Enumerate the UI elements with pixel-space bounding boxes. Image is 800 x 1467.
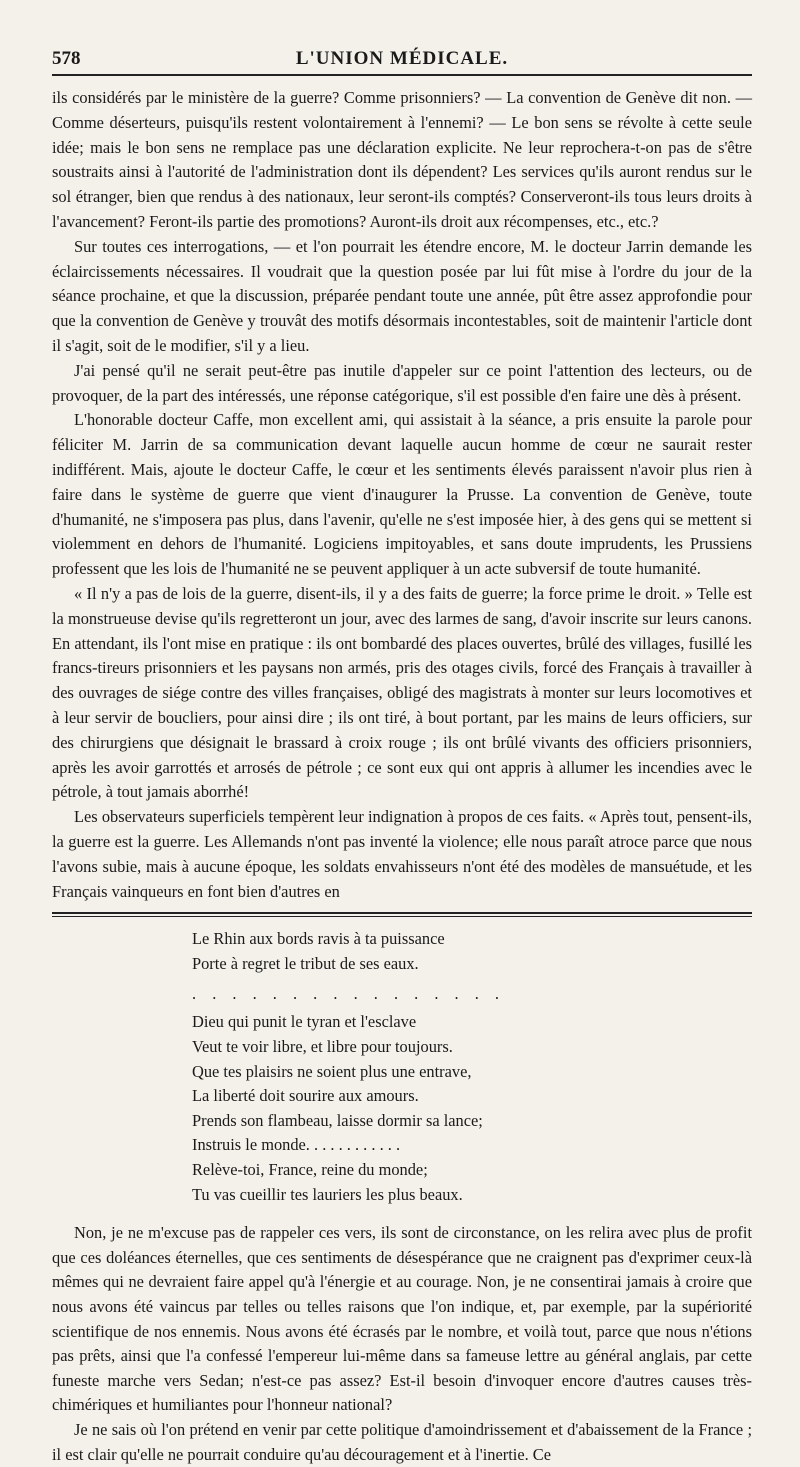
poem-line: Le Rhin aux bords ravis à ta puissance [192, 929, 445, 949]
article-paragraph: J'ai pensé qu'il ne serait peut-être pas inutile d'appeler sur ce point l'attention des lecteurs, ou de provoquer, de la part des intéressés, une réponse catégorique, s'il est possible d'en faire une dès à présent. [52, 360, 752, 405]
journal-title: L'UNION MÉDICALE. [295, 48, 509, 69]
poem-line: Veut te voir libre, et libre pour toujours. [192, 1037, 453, 1057]
article-paragraph: « Il n'y a pas de lois de la guerre, disent-ils, il y a des faits de guerre; la force prime le droit. » Telle est la monstrueuse devise qu'ils regretteront un jour, avec des larmes de sang, d'avoir inscrite sur leurs canons. En attendant, ils l'ont mise en pratique : ils ont bombardé des places ouvertes, brûlé des villages, fusillé les francs-tireurs prisonniers et les paysans non armés, pris des otages civils, forcé des Français à travailler à des ouvrages de siége contre des villes françaises, obligé des magistrats à monter sur leurs locomotives et à leur servir de boucliers, pour ainsi dire ; ils ont tiré, à bout portant, par les mains de leurs officiers, sur des chirurgiens que désignait le brassard à croix rouge ; ils ont brûlé vivants des officiers prisonniers, après les avoir garrottés et arrosés de pétrole ; ce sont eux qui ont appris à allumer les incendies avec le pétrole, à tout jamais aborrhé! [52, 583, 752, 802]
article-body [52, 86, 752, 904]
article-paragraph: L'honorable docteur Caffe, mon excellent ami, qui assistait à la séance, a pris ensuite la parole pour féliciter M. Jarrin de sa communication devant laquelle aucun homme de cœur ne saurait rester indifférent. Mais, ajoute le docteur Caffe, le cœur et les sentiments élevés paraissent n'avoir plus rien à faire dans le système de guerre que vient d'inaugurer la Prusse. La convention de Genève, toute d'humanité, ne s'imposera pas plus, dans l'avenir, qu'elle ne s'est imposée hier, à des gens qui se mettent si violemment en dehors de l'humanité. Logiciens impitoyables, et sans doute imprudents, les Prussiens professent que les lois de l'humanité ne se peuvent appliquer à un acte subversif de toute humanité. [52, 410, 752, 579]
page [52, 44, 752, 1467]
article-paragraph: ils considérés par le ministère de la guerre? Comme prisonniers? — La convention de Genève dit non. — Comme déserteurs, puisqu'ils restent volontairement à l'ennemi? — Le bon sens se révolte à cette seule idée; mais le bon sens ne remplace pas une déclaration explicite. Ne leur reprochera-t-on pas de s'être soustraits ainsi à l'autorité de l'administration dont ils dépendent? Les services qu'ils auront rendus sur le sol étranger, bien que rendus à des nationaux, leur seront-ils comptés? Conserveront-ils tous leurs droits à l'avancement? Feront-ils partie des promotions? Auront-ils droit aux récompenses, etc., etc.? [52, 88, 752, 231]
feuilleton-separator [52, 912, 752, 917]
poem-line: Porte à regret le tribut de ses eaux. [192, 953, 419, 973]
feuilleton-paragraph: Je ne sais où l'on prétend en venir par cette politique d'amoindrissement et d'abaissement de la France ; il est clair qu'elle ne pourrait conduire qu'au découragement et à l'inertie. Ce [52, 1419, 752, 1464]
feuilleton-paragraph: Non, je ne m'excuse pas de rappeler ces vers, ils sont de circonstance, on les relira avec plus de profit que ces doléances éternelles, que ces sentiments de désespérance que ne craignent pas d'exprimer ceux-là mêmes qui ne devraient faire appel qu'à l'énergie et au courage. Non, je ne consentirai jamais à croire que nous avons été vaincus par telles ou telles raisons que l'on indique, et, par exemple, par la supériorité scientifique de nos ennemis. Nous avons été écrasés par le nombre, et voilà tout, parce que nous n'étions pas prêts, ainsi que l'a confessé l'empereur lui-même dans sa fameuse lettre au général anglais, par cette funeste marche vers Sedan; n'est-ce pas assez? Est-il besoin d'invoquer encore d'autres causes très-chimériques et humiliantes pour l'honneur national? [52, 1223, 752, 1415]
poem-line: Dieu qui punit le tyran et l'esclave [192, 1012, 417, 1032]
page-header [52, 44, 752, 76]
poem-line: Que tes plaisirs ne soient plus une entrave, [192, 1061, 472, 1081]
article-paragraph: Sur toutes ces interrogations, — et l'on pourrait les étendre encore, M. le docteur Jarrin demande les éclaircissements nécessaires. Il voudrait que la question posée par lui fût mise à l'ordre du jour de la séance prochaine, et que la discussion, préparée pendant toute une année, pût être assez approfondie pour que la convention de Genève y trouvât des motifs désormais incontestables, soit de maintenir l'article dont il s'agit, soit de le modifier, s'il y a lieu. [52, 236, 752, 355]
feuilleton [52, 927, 752, 1467]
poem [192, 927, 752, 1207]
poem-ellipsis: . . . . . . . . . . . . . . . . [192, 984, 506, 1004]
poem-line: Instruis le monde. . . . . . . . . . . . [192, 1135, 401, 1155]
poem-line: Tu vas cueillir tes lauriers les plus beaux. [192, 1184, 463, 1204]
poem-line: Prends son flambeau, laisse dormir sa lance; [192, 1110, 483, 1130]
article-paragraph: Les observateurs superficiels tempèrent leur indignation à propos de ces faits. « Après tout, pensent-ils, la guerre est la guerre. Les Allemands n'ont pas inventé la violence; elle nous paraît atroce parce que nous l'avons subie, mais à aucune époque, les soldats envahisseurs n'ont été des modèles de mansuétude, et les Français vainqueurs en font bien d'autres en [52, 807, 752, 901]
poem-line: Relève-toi, France, reine du monde; [192, 1160, 428, 1180]
page-number: 578 [52, 48, 81, 69]
poem-line: La liberté doit sourire aux amours. [192, 1086, 419, 1106]
